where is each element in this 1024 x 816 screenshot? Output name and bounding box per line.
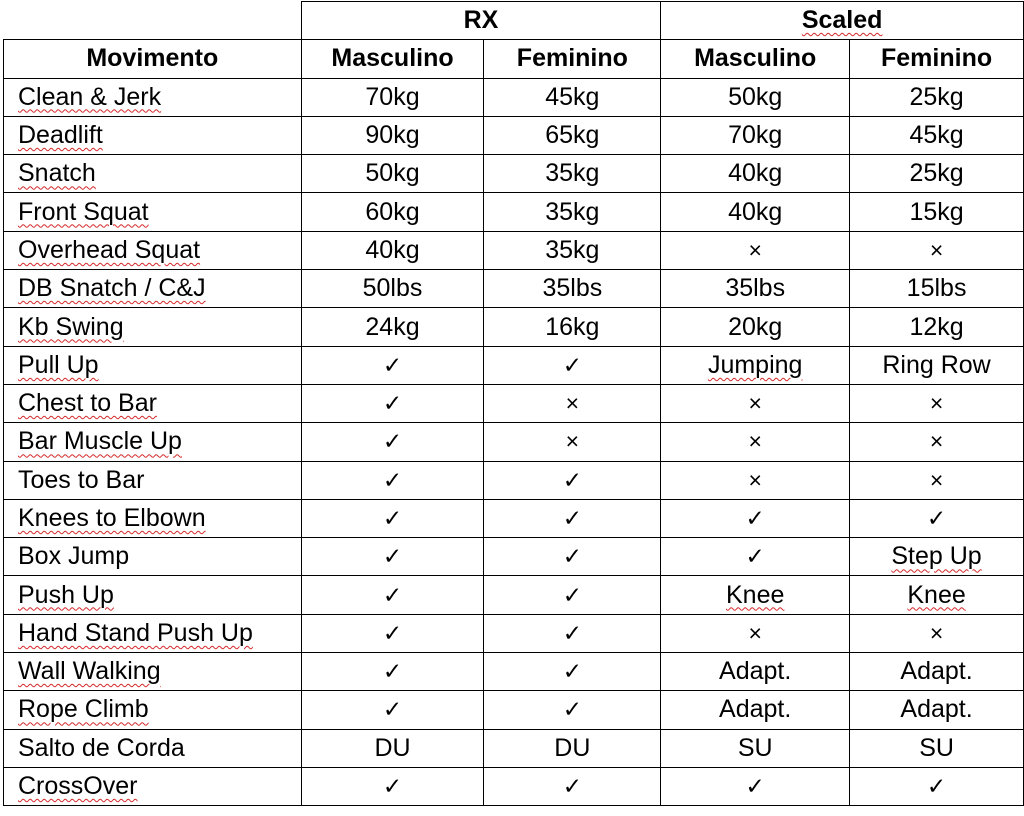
movement-name: Kb Swing — [18, 312, 124, 341]
rx-feminino-cell — [484, 346, 661, 384]
rx-feminino-cell — [484, 767, 661, 805]
movement-name: Snatch — [18, 159, 96, 188]
value-text: DU — [374, 733, 411, 762]
movement-name: Overhead Squat — [18, 235, 201, 264]
rx-masculino-cell — [301, 538, 484, 576]
scaled-masculino-cell — [661, 231, 850, 269]
value-text: 25kg — [909, 82, 964, 111]
column-header-scaled-masculino: Masculino — [661, 40, 850, 78]
group-header-scaled-label: Scaled — [801, 6, 883, 35]
table-row — [4, 78, 1024, 116]
movement-cell — [4, 308, 302, 346]
group-header-row — [4, 2, 1024, 40]
value-text: 50lbs — [362, 274, 423, 303]
rx-feminino-cell — [484, 423, 661, 461]
value-text: 16kg — [545, 312, 600, 341]
value-text: 50kg — [365, 159, 420, 188]
table-row — [4, 308, 1024, 346]
scaled-feminino-cell — [850, 231, 1024, 269]
value-text: Adapt. — [900, 695, 973, 724]
movement-name: Push Up — [18, 580, 114, 609]
movement-cell — [4, 423, 302, 461]
scaled-feminino-cell — [850, 653, 1024, 691]
checkmark-icon: ✓ — [562, 619, 582, 646]
movement-name: Salto de Corda — [18, 733, 185, 762]
checkmark-icon: ✓ — [562, 658, 582, 685]
table-row — [4, 423, 1024, 461]
table-row — [4, 767, 1024, 805]
value-text: 25kg — [909, 159, 964, 188]
value-text: 50kg — [728, 82, 783, 111]
scaled-feminino-cell — [850, 384, 1024, 422]
rx-masculino-cell — [301, 308, 484, 346]
table-row — [4, 614, 1024, 652]
table-row — [4, 384, 1024, 422]
scaled-masculino-cell — [661, 116, 850, 154]
scaled-masculino-cell — [661, 653, 850, 691]
table-row — [4, 193, 1024, 231]
checkmark-icon: ✓ — [562, 466, 582, 493]
value-text: Adapt. — [719, 695, 792, 724]
value-text: 70kg — [728, 121, 783, 150]
scaled-masculino-cell — [661, 155, 850, 193]
movement-cell — [4, 538, 302, 576]
rx-masculino-cell — [301, 270, 484, 308]
cross-icon: × — [929, 390, 944, 417]
checkmark-icon: ✓ — [382, 581, 403, 608]
column-header-movement: Movimento — [4, 40, 302, 78]
scaled-feminino-cell — [850, 423, 1024, 461]
cross-icon: × — [565, 428, 580, 455]
movement-name: CrossOver — [18, 772, 138, 801]
movement-name: Chest to Bar — [18, 389, 157, 418]
movement-cell — [4, 767, 302, 805]
scaled-feminino-cell — [850, 116, 1024, 154]
rx-masculino-cell — [301, 767, 484, 805]
rx-masculino-cell — [301, 231, 484, 269]
checkmark-icon: ✓ — [382, 543, 403, 570]
checkmark-icon: ✓ — [562, 696, 582, 723]
cross-icon: × — [565, 390, 580, 417]
checkmark-icon: ✓ — [382, 773, 403, 800]
table-row — [4, 346, 1024, 384]
table-row — [4, 270, 1024, 308]
movement-cell — [4, 346, 302, 384]
value-text: 15lbs — [906, 274, 967, 303]
rx-feminino-cell — [484, 691, 661, 729]
movement-name: Clean & Jerk — [18, 82, 162, 111]
value-text: 90kg — [365, 121, 420, 150]
scaled-masculino-cell — [661, 78, 850, 116]
checkmark-icon: ✓ — [382, 505, 403, 531]
value-text: Knee — [726, 580, 785, 609]
cross-icon: × — [929, 428, 944, 455]
scaled-feminino-cell — [850, 576, 1024, 614]
value-text: 45kg — [545, 82, 600, 111]
cross-icon: × — [929, 466, 944, 493]
checkmark-icon: ✓ — [382, 619, 403, 646]
rx-feminino-cell — [484, 538, 661, 576]
rx-masculino-cell — [301, 653, 484, 691]
rx-feminino-cell — [484, 270, 661, 308]
rx-masculino-cell — [301, 576, 484, 614]
value-text: 12kg — [909, 312, 964, 341]
rx-feminino-cell — [484, 308, 661, 346]
value-text: 35kg — [545, 197, 600, 226]
table-row — [4, 116, 1024, 154]
table-row — [4, 653, 1024, 691]
group-header-rx: RX — [301, 2, 661, 40]
movement-cell — [4, 461, 302, 499]
checkmark-icon: ✓ — [382, 351, 403, 378]
scaled-masculino-cell — [661, 346, 850, 384]
value-text: 45kg — [909, 121, 964, 150]
value-text: Adapt. — [900, 657, 973, 686]
movement-name: Rope Climb — [18, 695, 149, 724]
rx-masculino-cell — [301, 499, 484, 537]
column-header-rx-masculino: Masculino — [301, 40, 484, 78]
checkmark-icon: ✓ — [562, 351, 582, 378]
group-header-scaled — [661, 2, 1024, 40]
movement-cell — [4, 155, 302, 193]
scaled-feminino-cell — [850, 499, 1024, 537]
checkmark-icon: ✓ — [382, 658, 403, 685]
value-text: Knee — [907, 580, 966, 609]
value-text: 24kg — [365, 312, 420, 341]
table-row — [4, 538, 1024, 576]
table-row — [4, 231, 1024, 269]
cross-icon: × — [748, 236, 762, 263]
movement-name: Pull Up — [18, 350, 99, 379]
checkmark-icon: ✓ — [562, 581, 582, 608]
scaled-feminino-cell — [850, 155, 1024, 193]
movement-name: Hand Stand Push Up — [18, 618, 253, 647]
movement-name: Front Squat — [18, 197, 149, 226]
table-row — [4, 576, 1024, 614]
rx-feminino-cell — [484, 653, 661, 691]
movement-name: Toes to Bar — [18, 465, 145, 494]
value-text: Ring Row — [882, 350, 991, 379]
checkmark-icon: ✓ — [562, 543, 582, 570]
value-text: 35lbs — [725, 274, 786, 303]
cross-icon: × — [748, 466, 762, 493]
checkmark-icon: ✓ — [382, 696, 403, 723]
rx-masculino-cell — [301, 193, 484, 231]
table-row — [4, 155, 1024, 193]
scaled-masculino-cell — [661, 767, 850, 805]
scaled-feminino-cell — [850, 461, 1024, 499]
value-text: SU — [737, 733, 773, 762]
scaled-masculino-cell — [661, 461, 850, 499]
value-text: 40kg — [365, 235, 420, 264]
checkmark-icon: ✓ — [745, 543, 765, 570]
scaled-feminino-cell — [850, 78, 1024, 116]
column-header-row — [4, 40, 1024, 78]
rx-masculino-cell — [301, 461, 484, 499]
scaled-feminino-cell — [850, 270, 1024, 308]
value-text: 40kg — [728, 197, 783, 226]
checkmark-icon: ✓ — [926, 505, 947, 531]
value-text: Step Up — [891, 542, 982, 571]
movement-cell — [4, 653, 302, 691]
value-text: 35kg — [545, 159, 600, 188]
scaled-masculino-cell — [661, 538, 850, 576]
movement-cell — [4, 691, 302, 729]
movement-name: Wall Walking — [18, 657, 161, 686]
rx-masculino-cell — [301, 384, 484, 422]
rx-feminino-cell — [484, 499, 661, 537]
scaled-masculino-cell — [661, 576, 850, 614]
checkmark-icon: ✓ — [382, 428, 403, 455]
checkmark-icon: ✓ — [382, 466, 403, 493]
value-text: 20kg — [728, 312, 783, 341]
scaled-feminino-cell — [850, 538, 1024, 576]
checkmark-icon: ✓ — [562, 773, 582, 800]
rx-masculino-cell — [301, 78, 484, 116]
cross-icon: × — [929, 619, 944, 646]
scaled-masculino-cell — [661, 691, 850, 729]
scaled-masculino-cell — [661, 384, 850, 422]
rx-feminino-cell — [484, 78, 661, 116]
corner-blank-cell — [4, 2, 302, 40]
value-text: 35kg — [545, 235, 600, 264]
checkmark-icon: ✓ — [926, 773, 947, 800]
movement-cell — [4, 270, 302, 308]
rx-feminino-cell — [484, 461, 661, 499]
scaled-masculino-cell — [661, 270, 850, 308]
checkmark-icon: ✓ — [562, 505, 582, 531]
rx-feminino-cell — [484, 193, 661, 231]
movement-name: DB Snatch / C&J — [18, 274, 206, 303]
value-text: DU — [554, 733, 591, 762]
table-body — [4, 2, 1024, 806]
movement-cell — [4, 78, 302, 116]
rx-feminino-cell — [484, 729, 661, 767]
scaled-feminino-cell — [850, 308, 1024, 346]
rx-masculino-cell — [301, 116, 484, 154]
scaled-feminino-cell — [850, 729, 1024, 767]
value-text: Jumping — [707, 350, 803, 379]
value-text: Adapt. — [719, 657, 792, 686]
movement-cell — [4, 576, 302, 614]
movement-cell — [4, 231, 302, 269]
scaled-masculino-cell — [661, 614, 850, 652]
table-row — [4, 729, 1024, 767]
value-text: SU — [919, 733, 954, 762]
checkmark-icon: ✓ — [745, 773, 765, 800]
column-header-rx-feminino: Feminino — [484, 40, 661, 78]
movement-cell — [4, 614, 302, 652]
scaled-masculino-cell — [661, 729, 850, 767]
scaled-feminino-cell — [850, 691, 1024, 729]
rx-feminino-cell — [484, 231, 661, 269]
rx-masculino-cell — [301, 155, 484, 193]
rx-masculino-cell — [301, 691, 484, 729]
rx-feminino-cell — [484, 116, 661, 154]
scaled-masculino-cell — [661, 193, 850, 231]
scaled-masculino-cell — [661, 308, 850, 346]
value-text: 60kg — [365, 197, 420, 226]
cross-icon: × — [929, 236, 944, 263]
rx-feminino-cell — [484, 155, 661, 193]
movement-cell — [4, 499, 302, 537]
scaled-feminino-cell — [850, 614, 1024, 652]
rx-feminino-cell — [484, 384, 661, 422]
column-header-scaled-feminino: Feminino — [850, 40, 1024, 78]
scaled-masculino-cell — [661, 499, 850, 537]
value-text: 65kg — [545, 121, 600, 150]
table-row — [4, 461, 1024, 499]
scaled-feminino-cell — [850, 193, 1024, 231]
checkmark-icon: ✓ — [745, 505, 765, 531]
value-text: 15kg — [909, 197, 964, 226]
value-text: 70kg — [365, 82, 420, 111]
table-row — [4, 691, 1024, 729]
cross-icon: × — [748, 619, 762, 646]
rx-masculino-cell — [301, 729, 484, 767]
movement-cell — [4, 384, 302, 422]
standards-table — [3, 1, 1024, 806]
movement-name: Knees to Elbown — [18, 504, 206, 532]
movement-name: Bar Muscle Up — [18, 427, 182, 456]
rx-masculino-cell — [301, 614, 484, 652]
scaled-feminino-cell — [850, 767, 1024, 805]
movement-cell — [4, 116, 302, 154]
movement-name: Deadlift — [18, 121, 103, 150]
movement-cell — [4, 729, 302, 767]
value-text: 35lbs — [542, 274, 603, 303]
movement-name: Box Jump — [18, 542, 130, 571]
rx-feminino-cell — [484, 614, 661, 652]
table-row — [4, 499, 1024, 537]
movement-cell — [4, 193, 302, 231]
value-text: 40kg — [728, 159, 783, 188]
rx-feminino-cell — [484, 576, 661, 614]
scaled-feminino-cell — [850, 346, 1024, 384]
checkmark-icon: ✓ — [382, 390, 403, 417]
rx-masculino-cell — [301, 346, 484, 384]
rx-masculino-cell — [301, 423, 484, 461]
scaled-masculino-cell — [661, 423, 850, 461]
cross-icon: × — [748, 390, 762, 417]
cross-icon: × — [748, 428, 762, 455]
